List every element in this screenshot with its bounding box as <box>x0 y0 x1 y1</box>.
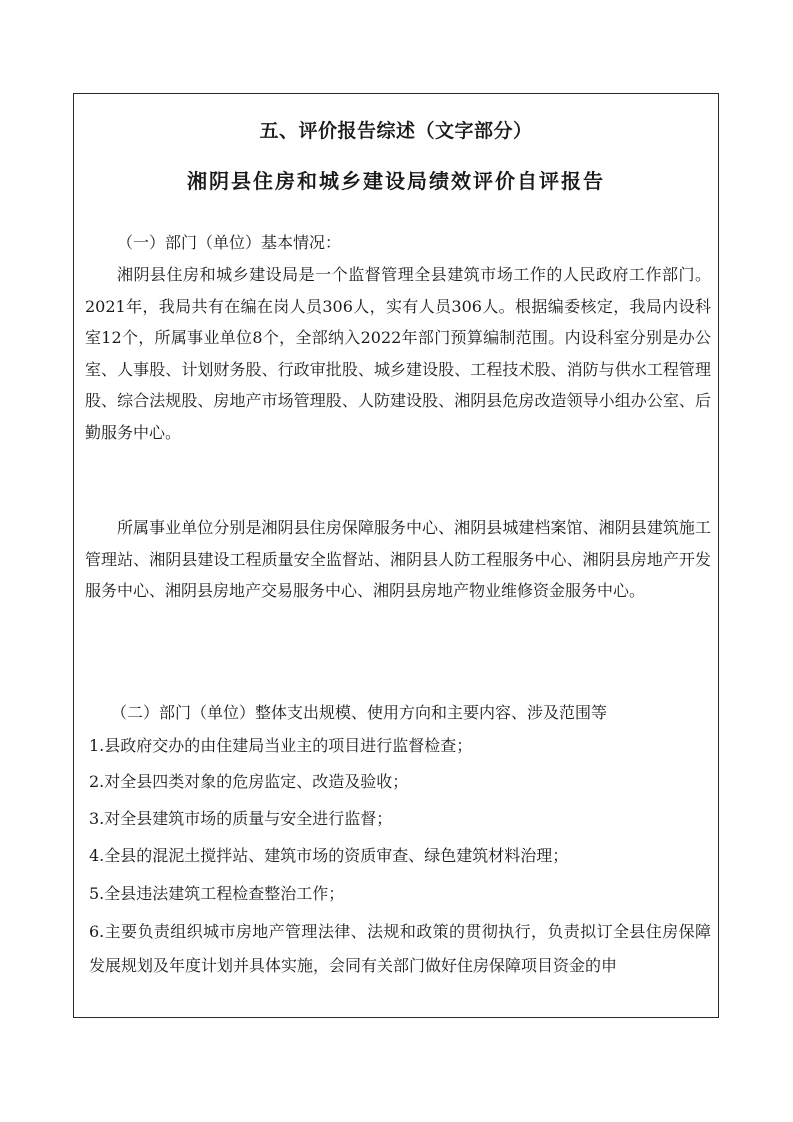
list-item: 6.主要负责组织城市房地产管理法律、法规和政策的贯彻执行，负责拟订全县住房保障发展规划及年度计划并具体实施，会同有关部门做好住房保障项目资金的申 <box>89 922 711 975</box>
list-item: 3.对全县建筑市场的质量与安全进行监督； <box>89 809 393 828</box>
basic-info-paragraph: 湘阴县住房和城乡建设局是一个监督管理全县建筑市场工作的人民政府工作部门。2021年，我局共有在编在岗人员306人，实有人员306人。根据编委核定，我局内设科室12个，所属事业单位8个，全部纳入2022年部门预算编制范围。内设科室分别是办公室、人事股、计划财务股、行政审批股、城乡建设股、工程技术股、消防与供水工程管理股、综合法规股、房地产市场管理股、人防建设股、湘阴县危房改造领导小组办公室、后勤服务中心。 <box>85 265 711 442</box>
report-frame <box>73 93 719 1018</box>
list-item: 2.对全县四类对象的危房监定、改造及验收； <box>89 772 409 791</box>
list-item: 4.全县的混泥土搅拌站、建筑市场的资质审查、绿色建筑材料治理； <box>89 846 569 865</box>
section-heading: 五、评价报告综述（文字部分） <box>259 120 533 142</box>
list-item: 5.全县违法建筑工程检查整治工作； <box>89 884 345 903</box>
affiliated-units-paragraph: 所属事业单位分别是湘阴县住房保障服务中心、湘阴县城建档案馆、湘阴县建筑施工管理站、湘阴县建设工程质量安全监督站、湘阴县人防工程服务中心、湘阴县房地产开发服务中心、湘阴县房地产交易服务中心、湘阴县房地产物业维修资金服务中心。 <box>85 518 711 600</box>
list-item: 1.县政府交办的由住建局当业主的项目进行监督检查； <box>89 736 473 755</box>
report-title: 湘阴县住房和城乡建设局绩效评价自评报告 <box>187 169 605 193</box>
section-two-title: （二）部门（单位）整体支出规模、使用方向和主要内容、涉及范围等 <box>111 703 608 722</box>
section-one-title: （一）部门（单位）基本情况： <box>117 233 342 252</box>
